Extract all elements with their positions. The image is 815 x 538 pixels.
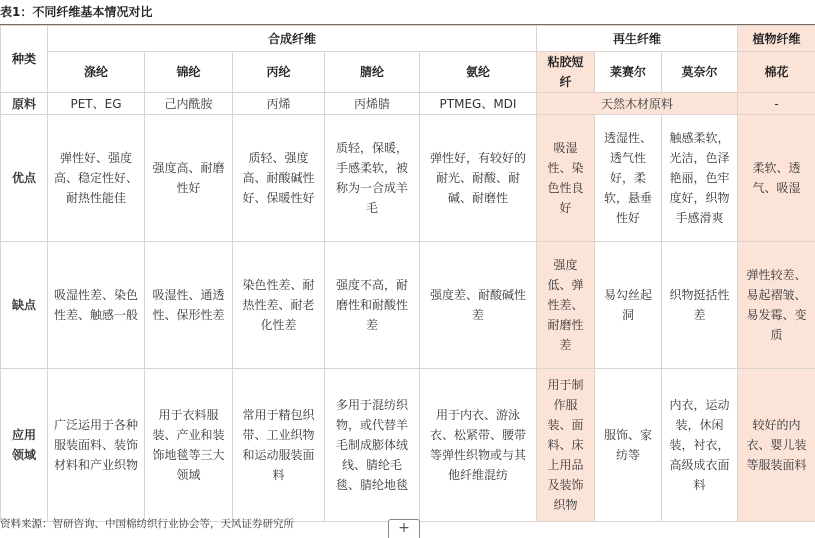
- row-label-cons: 缺点: [1, 242, 48, 369]
- table-cell: 广泛运用于各种服装面料、装饰材料和产业织物: [48, 369, 145, 522]
- table-cell: 触感柔软，光洁，色泽艳丽，色牢度好，织物手感滑爽: [662, 115, 738, 242]
- header-row-groups: [1, 26, 815, 52]
- header-group-plant: 植物纤维: [738, 26, 815, 52]
- table-cell: 透湿性、透气性好，柔软，悬垂性好: [595, 115, 662, 242]
- table-row-application: [1, 369, 815, 522]
- table-cell: 常用于精包织带、工业织物和运动服装面料: [233, 369, 325, 522]
- header-fiber: 锦纶: [145, 52, 233, 93]
- row-label-material: 原料: [1, 93, 48, 115]
- table-cell: 强度低、弹性差、耐磨性差: [537, 242, 595, 369]
- table-cell: 强度差、耐酸碱性差: [420, 242, 537, 369]
- fiber-comparison-table: [0, 25, 815, 522]
- expand-button[interactable]: +: [388, 519, 420, 538]
- header-fiber: 莱赛尔: [595, 52, 662, 93]
- table-row-pros: [1, 115, 815, 242]
- table-cell: 吸湿性、染色性良好: [537, 115, 595, 242]
- table-cell: 吸湿性差、染色性差、触感一般: [48, 242, 145, 369]
- header-fiber: 莫奈尔: [662, 52, 738, 93]
- table-cell: 较好的内衣、婴儿装等服装面料: [738, 369, 815, 522]
- header-fiber: 涤纶: [48, 52, 145, 93]
- table-cell: 质轻，保暖，手感柔软，被称为一合成羊毛: [325, 115, 420, 242]
- table-cell: 弹性好，有较好的耐光、耐酸、耐碱、耐磨性: [420, 115, 537, 242]
- table-cell: 多用于混纺织物，或代替羊毛制成膨体绒线、腈纶毛毯、腈纶地毯: [325, 369, 420, 522]
- header-row-fibers: [1, 52, 815, 93]
- table-cell: PTMEG、MDI: [420, 93, 537, 115]
- table-cell: 己内酰胺: [145, 93, 233, 115]
- table-title: 表1：不同纤维基本情况对比: [0, 0, 152, 24]
- header-fiber: 腈纶: [325, 52, 420, 93]
- header-kind: 种类: [1, 26, 48, 93]
- table-cell: -: [738, 93, 815, 115]
- table-cell: 用于内衣、游泳衣、松紧带、腰带等弹性织物或与其他纤维混纺: [420, 369, 537, 522]
- table-cell: 易勾丝起洞: [595, 242, 662, 369]
- header-group-regenerated: 再生纤维: [537, 26, 738, 52]
- table-cell: 用于衣料服装、产业和装饰地毯等三大领域: [145, 369, 233, 522]
- table-cell: 弹性较差、易起褶皱、易发霉、变质: [738, 242, 815, 369]
- table-cell: 天然木材原料: [537, 93, 738, 115]
- table-cell: 柔软、透气、吸湿: [738, 115, 815, 242]
- table-cell: PET、EG: [48, 93, 145, 115]
- table-row-material: [1, 93, 815, 115]
- table-cell: 弹性好、强度高、稳定性好、耐热性能佳: [48, 115, 145, 242]
- table-cell: 吸湿性、通透性、保形性差: [145, 242, 233, 369]
- header-fiber: 丙纶: [233, 52, 325, 93]
- table-row-cons: [1, 242, 815, 369]
- header-fiber: 氨纶: [420, 52, 537, 93]
- table-cell: 丙烯腈: [325, 93, 420, 115]
- table-cell: 染色性差、耐热性差、耐老化性差: [233, 242, 325, 369]
- table-cell: 强度不高，耐磨性和耐酸性差: [325, 242, 420, 369]
- table-cell: 织物挺括性差: [662, 242, 738, 369]
- source-note: 资料来源：智研咨询、中国棉纺织行业协会等，天风证券研究所: [0, 515, 294, 533]
- table-cell: 丙烯: [233, 93, 325, 115]
- row-label-application: 应用领域: [1, 369, 48, 522]
- table-cell: 服饰、家纺等: [595, 369, 662, 522]
- header-fiber: 粘胶短纤: [537, 52, 595, 93]
- table-cell: 质轻、强度高、耐酸碱性好、保暖性好: [233, 115, 325, 242]
- row-label-pros: 优点: [1, 115, 48, 242]
- table-cell: 强度高、耐磨性好: [145, 115, 233, 242]
- header-group-synthetic: 合成纤维: [48, 26, 537, 52]
- table-cell: 内衣，运动装，休闲装，衬衣，高级成衣面料: [662, 369, 738, 522]
- table-cell: 用于制作服装、面料、床上用品及装饰织物: [537, 369, 595, 522]
- header-fiber: 棉花: [738, 52, 815, 93]
